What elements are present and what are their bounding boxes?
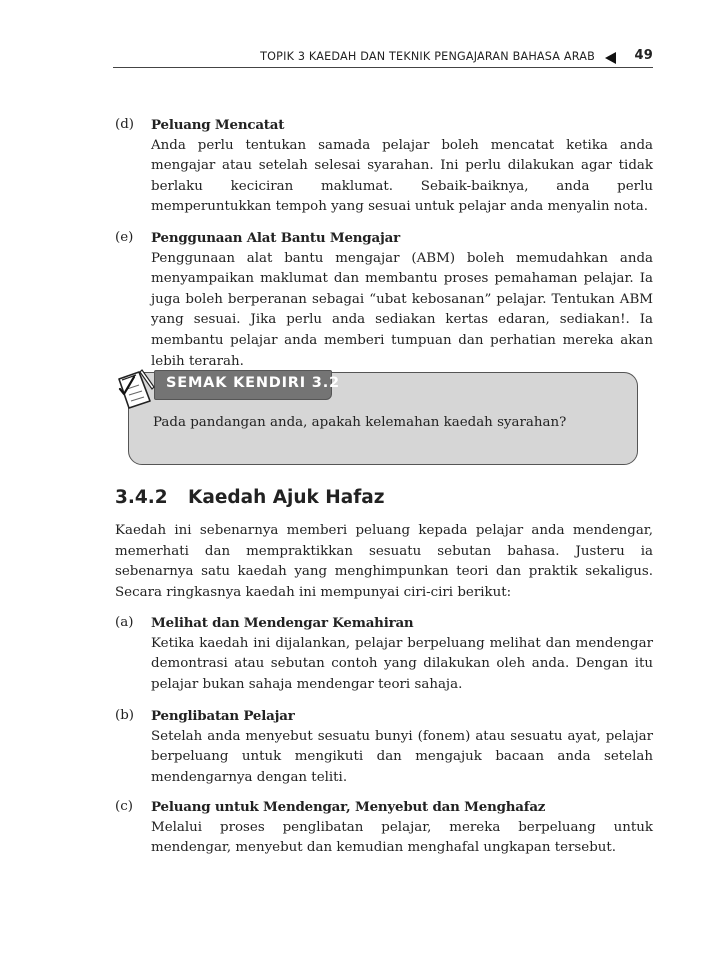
self-check-question: Pada pandangan anda, apakah kelemahan kaedah syarahan? [153,415,567,430]
list-item-d [115,115,653,218]
list-item-body: Penggunaan alat bantu mengajar (ABM) boleh memudahkan anda menyampaikan maklumat dan membantu proses pemahaman pelajar. Ia juga boleh berperanan sebagai “ubat kebosanan” pelajar. Tentukan ABM yang sesuai. Jika perlu anda sediakan kertas edaran, sediakan!. Ia membantu pelajar anda memberi tumpuan dan perhatian mereka akan lebih terarah. [151,250,653,369]
header-divider [113,67,653,68]
list-item-c [115,797,653,859]
header-title: TOPIK 3 KAEDAH DAN TEKNIK PENGAJARAN BAHASA ARAB [260,50,595,63]
list-item-body: Ketika kaedah ini dijalankan, pelajar berpeluang melihat dan mendengar demontrasi atau sebutan contoh yang dilakukan oleh anda. Dengan itu pelajar bukan sahaja mendengar teori sahaja. [151,635,653,692]
list-item-label: (d) [115,117,135,132]
page-number: 49 [634,48,653,63]
list-item-label: (c) [115,799,133,814]
section-title: Kaedah Ajuk Hafaz [188,487,385,508]
list-item-heading: Penggunaan Alat Bantu Mengajar [151,230,400,246]
list-item-e [115,228,653,372]
list-item-heading: Penglibatan Pelajar [151,708,295,724]
list-item-body: Melalui proses penglibatan pelajar, mereka berpeluang untuk mendengar, menyebut dan kemudian menghafal ungkapan tersebut. [151,819,653,856]
section-intro: Kaedah ini sebenarnya memberi peluang kepada pelajar anda mendengar, memerhati dan mempraktikkan sesuatu sebutan bahasa. Justeru ia sebenarnya satu kaedah yang menghimpunkan teori dan praktik sekaligus. Secara ringkasnya kaedah ini mempunyai ciri-ciri berikut: [115,523,653,600]
triangle-left-icon [605,52,616,64]
self-check-title: SEMAK KENDIRI 3.2 [166,375,340,391]
list-item-b [115,706,653,788]
list-item-label: (e) [115,230,134,245]
list-item-label: (a) [115,615,134,630]
section-number: 3.4.2 [115,487,168,508]
checklist-icon [112,367,158,411]
list-item-heading: Melihat dan Mendengar Kemahiran [151,615,414,631]
list-item-body: Anda perlu tentukan samada pelajar boleh mencatat ketika anda mengajar atau setelah selesai syarahan. Ini perlu dilakukan agar tidak berlaku keciciran maklumat. Sebaik-baiknya, anda perlu memperuntukkan tempoh yang sesuai untuk pelajar anda menyalin nota. [151,137,653,215]
list-item-heading: Peluang untuk Mendengar, Menyebut dan Menghafaz [151,799,546,815]
list-item-heading: Peluang Mencatat [151,117,285,133]
list-item-label: (b) [115,708,135,723]
list-item-body: Setelah anda menyebut sesuatu bunyi (fonem) atau sesuatu ayat, pelajar berpeluang untuk mengikuti dan mengajuk bacaan anda setelah mendengarnya dengan teliti. [151,728,653,785]
running-header [113,46,653,66]
list-item-a [115,613,653,695]
